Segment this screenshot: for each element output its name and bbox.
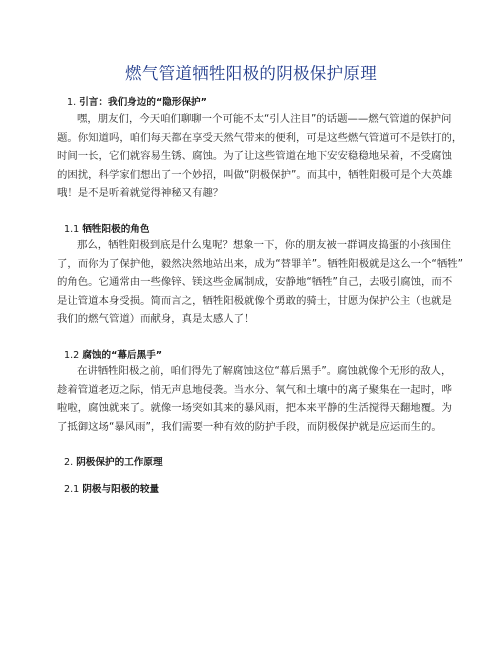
paragraph-line: 的角色。它通常由一些像锌、镁这些金属制成，安静地“牺牲”自己，去吸引腐蚀，而不 <box>57 276 453 289</box>
paragraph-line: 在讲牺牲阳极之前，咱们得先了解腐蚀这位“幕后黑手”。腐蚀就像个无形的敌人， <box>77 365 452 377</box>
section-number: 1. <box>67 97 77 108</box>
paragraph-sacrificial-anode-role <box>57 236 463 329</box>
document-title: 燃气管道牺牲阳极的阴极保护原理 <box>125 64 377 83</box>
paragraph-line: 题。你知道吗，咱们每天都在享受天然气带来的便利，可是这些燃气管道可不是铁打的， <box>57 131 463 144</box>
section-heading-1-1 <box>64 221 149 235</box>
section-heading-2-1 <box>64 481 159 495</box>
paragraph-line: 了，而你为了保护他，毅然决然地站出来，成为“替罪羊”。牺牲阳极就是这么一个“牺牲” <box>57 257 463 270</box>
section-title: 阴极与阳极的较量 <box>82 484 160 495</box>
section-heading-1 <box>67 94 207 108</box>
paragraph-line: 是让管道本身受损。简而言之，牺牲阳极就像个勇敢的骑士，甘愿为保护公主（也就是 <box>57 294 452 307</box>
section-heading-2 <box>64 454 163 468</box>
section-number: 2. <box>64 457 74 468</box>
paragraph-line: 时间一长，它们就容易生锈、腐蚀。为了让这些管道在地下安安稳稳地呆着，不受腐蚀 <box>57 150 452 163</box>
paragraph-line: 嘿，朋友们，今天咱们聊聊一个可能不太“引人注目”的话题——燃气管道的保护问 <box>77 113 452 125</box>
paragraph-corrosion <box>57 362 459 436</box>
section-heading-1-2 <box>64 347 162 361</box>
section-title: 阴极保护的工作原理 <box>76 457 163 468</box>
section-number: 2.1 <box>64 484 80 495</box>
paragraph-line: 趁着管道老迈之际，悄无声息地侵袭。当水分、氧气和土壤中的离子聚集在一起时，哗 <box>57 383 452 396</box>
paragraph-intro <box>57 110 463 203</box>
section-title: 腐蚀的“幕后黑手” <box>82 350 163 361</box>
paragraph-line: 哦！是不是听着就觉得神秘又有趣？ <box>57 187 224 200</box>
paragraph-line: 我们的燃气管道）而献身，真是太感人了！ <box>57 313 255 326</box>
section-number: 1.2 <box>64 350 80 361</box>
paragraph-line: 啦啦，腐蚀就来了。就像一场突如其来的暴风雨，把本来平静的生活搅得天翻地覆。为 <box>57 402 452 415</box>
paragraph-line: 了抵御这场“暴风雨”，我们需要一种有效的防护手段，而阴极保护就是应运而生的。 <box>57 420 442 433</box>
paragraph-line: 的困扰，科学家们想出了一个妙招，叫做“阴极保护”。而其中，牺牲阳极可是个大英雄 <box>57 168 453 181</box>
paragraph-line: 那么，牺牲阳极到底是什么鬼呢？想象一下，你的朋友被一群调皮捣蛋的小孩围住 <box>77 239 452 251</box>
section-number: 1.1 <box>64 224 80 235</box>
section-title: 牺牲阳极的角色 <box>82 224 150 235</box>
section-title: 引言：我们身边的“隐形保护” <box>79 97 207 108</box>
